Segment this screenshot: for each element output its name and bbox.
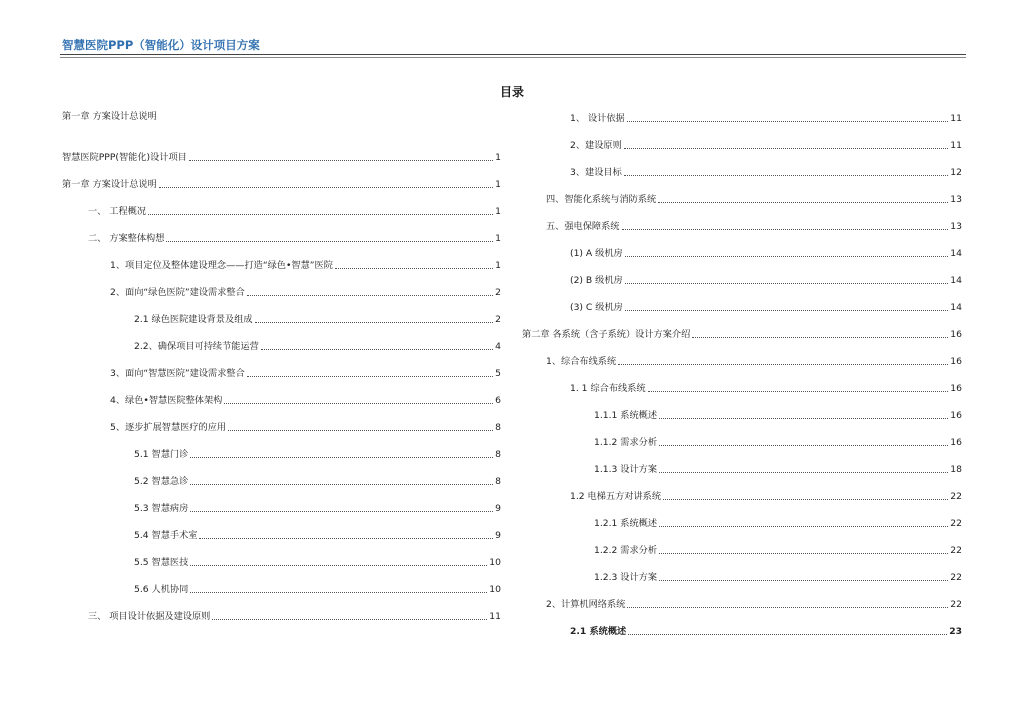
toc-entry[interactable] bbox=[570, 140, 962, 152]
toc-entry-text: (1) A 级机房 bbox=[570, 248, 623, 259]
toc-entry-page: 9 bbox=[495, 503, 501, 514]
toc-entry-page: 1 bbox=[495, 233, 501, 244]
toc-entry-text: 2、计算机网络系统 bbox=[546, 599, 626, 610]
toc-leader-dots bbox=[622, 229, 949, 230]
toc-entry-page: 1 bbox=[495, 152, 501, 163]
toc-entry-page: 16 bbox=[950, 383, 962, 394]
toc-entry-page: 9 bbox=[495, 530, 501, 541]
toc-entry-text: 1.2.3 设计方案 bbox=[594, 572, 658, 583]
toc-entry[interactable] bbox=[88, 233, 501, 245]
toc-entry-page: 16 bbox=[950, 329, 962, 340]
toc-entry[interactable] bbox=[570, 167, 962, 179]
toc-leader-dots bbox=[659, 526, 948, 527]
toc-entry[interactable] bbox=[594, 410, 962, 422]
toc-entry[interactable] bbox=[134, 584, 501, 596]
toc-entry-page: 1 bbox=[495, 179, 501, 190]
toc-entry[interactable] bbox=[594, 464, 962, 476]
toc-entry[interactable] bbox=[110, 287, 501, 299]
toc-entry-page: 5 bbox=[495, 368, 501, 379]
toc-entry[interactable] bbox=[88, 206, 501, 218]
toc-leader-dots bbox=[659, 553, 948, 554]
toc-entry-page: 12 bbox=[950, 167, 962, 178]
toc-entry-text: 1.1.2 需求分析 bbox=[594, 437, 658, 448]
toc-leader-dots bbox=[648, 391, 949, 392]
toc-leader-dots bbox=[659, 418, 948, 419]
toc-leader-dots bbox=[199, 538, 493, 539]
toc-entry[interactable] bbox=[110, 422, 501, 434]
toc-entry-text: 1.2.1 系统概述 bbox=[594, 518, 658, 529]
toc-entry[interactable] bbox=[594, 518, 962, 530]
toc-leader-dots bbox=[627, 121, 949, 122]
toc-leader-dots bbox=[624, 148, 949, 149]
toc-entry-text: 2、建设原则 bbox=[570, 140, 622, 151]
toc-entry-page: 14 bbox=[950, 275, 962, 286]
toc-entry-text: 5、逐步扩展智慧医疗的应用 bbox=[110, 422, 227, 433]
toc-entry-text: 5.1 智慧门诊 bbox=[134, 449, 189, 460]
toc-entry-page: 11 bbox=[489, 611, 501, 622]
toc-leader-dots bbox=[627, 607, 948, 608]
toc-leader-dots bbox=[659, 445, 948, 446]
toc-entry-page: 22 bbox=[950, 572, 962, 583]
toc-entry-page: 1 bbox=[495, 260, 501, 271]
toc-leader-dots bbox=[190, 457, 493, 458]
toc-entry[interactable] bbox=[570, 491, 962, 503]
toc-entry-text: 二、 方案整体构想 bbox=[88, 233, 165, 244]
toc-entry[interactable] bbox=[594, 545, 962, 557]
toc-entry-page: 14 bbox=[950, 302, 962, 313]
toc-entry[interactable] bbox=[110, 260, 501, 272]
toc-entry-text: 5.3 智慧病房 bbox=[134, 503, 189, 514]
toc-leader-dots bbox=[190, 565, 487, 566]
toc-entry-text: 5.2 智慧急诊 bbox=[134, 476, 189, 487]
toc-leader-dots bbox=[224, 403, 493, 404]
toc-leader-dots bbox=[628, 634, 947, 635]
toc-entry[interactable] bbox=[88, 611, 501, 623]
toc-leader-dots bbox=[159, 187, 493, 188]
toc-leader-dots bbox=[190, 511, 493, 512]
toc-entry[interactable] bbox=[62, 152, 501, 164]
toc-leader-dots bbox=[692, 337, 948, 338]
toc-entry[interactable] bbox=[546, 599, 962, 611]
toc-leader-dots bbox=[625, 283, 949, 284]
toc-entry-text: 1、项目定位及整体建设理念——打造“绿色•智慧”医院 bbox=[110, 260, 333, 271]
toc-entry-page: 10 bbox=[489, 584, 501, 595]
toc-leader-dots bbox=[190, 592, 487, 593]
toc-entry[interactable] bbox=[594, 437, 962, 449]
toc-entry-text: 2.1 绿色医院建设背景及组成 bbox=[134, 314, 253, 325]
toc-leader-dots bbox=[189, 160, 493, 161]
toc-entry-page: 18 bbox=[950, 464, 962, 475]
toc-entry[interactable] bbox=[546, 356, 962, 368]
toc-entry-page: 8 bbox=[495, 449, 501, 460]
header-rule bbox=[60, 54, 966, 55]
toc-leader-dots bbox=[247, 376, 493, 377]
toc-entry[interactable] bbox=[570, 275, 962, 287]
toc-entry-page: 22 bbox=[950, 491, 962, 502]
toc-entry-page: 14 bbox=[950, 248, 962, 259]
toc-entry[interactable] bbox=[134, 557, 501, 569]
toc-entry-text: 1、 设计依据 bbox=[570, 113, 625, 124]
toc-entry-text: (2) B 级机房 bbox=[570, 275, 623, 286]
toc-entry-text: 第二章 各系统（含子系统）设计方案介绍 bbox=[522, 329, 691, 340]
toc-entry-text: 1.2 电梯五方对讲系统 bbox=[570, 491, 662, 502]
toc-entry-page: 16 bbox=[950, 356, 962, 367]
toc-entry-page: 1 bbox=[495, 206, 501, 217]
toc-entry-page: 2 bbox=[495, 314, 501, 325]
toc-leader-dots bbox=[658, 202, 948, 203]
toc-leader-dots bbox=[148, 214, 493, 215]
toc-entry-text: 五、强电保障系统 bbox=[546, 221, 620, 232]
toc-entry-text: 第一章 方案设计总说明 bbox=[62, 179, 157, 190]
toc-entry-text: (3) C 级机房 bbox=[570, 302, 623, 313]
toc-entry-text: 2.2、确保项目可持续节能运营 bbox=[134, 341, 259, 352]
toc-entry-page: 6 bbox=[495, 395, 501, 406]
toc-entry-text: 2、面向“绿色医院”建设需求整合 bbox=[110, 287, 245, 298]
toc-entry-page: 8 bbox=[495, 422, 501, 433]
toc-leader-dots bbox=[212, 619, 487, 620]
toc-entry-text: 3、面向“智慧医院”建设需求整合 bbox=[110, 368, 245, 379]
toc-entry-page: 22 bbox=[950, 599, 962, 610]
toc-leader-dots bbox=[261, 349, 493, 350]
toc-entry-text: 1. 1 综合布线系统 bbox=[570, 383, 646, 394]
toc-entry-text: 4、绿色•智慧医院整体架构 bbox=[110, 395, 223, 406]
toc-entry-text: 5.4 智慧手术室 bbox=[134, 530, 198, 541]
toc-entry-text: 四、智能化系统与消防系统 bbox=[546, 194, 657, 205]
toc-leader-dots bbox=[625, 256, 949, 257]
toc-entry-page: 2 bbox=[495, 287, 501, 298]
toc-leader-dots bbox=[255, 322, 494, 323]
toc-entry-text: 3、建设目标 bbox=[570, 167, 622, 178]
document-header-title: 智慧医院PPP（智能化）设计项目方案 bbox=[62, 38, 260, 52]
toc-entry[interactable] bbox=[134, 314, 501, 326]
toc-entry-page: 11 bbox=[950, 140, 962, 151]
toc-entry[interactable] bbox=[546, 194, 962, 206]
toc-entry[interactable] bbox=[134, 530, 501, 542]
toc-entry-text: 5.5 智慧医技 bbox=[134, 557, 189, 568]
toc-entry-page: 23 bbox=[949, 626, 962, 637]
toc-entry[interactable] bbox=[594, 572, 962, 584]
toc-entry-text: 1.1.3 设计方案 bbox=[594, 464, 658, 475]
toc-entry[interactable] bbox=[134, 476, 501, 488]
toc-leader-dots bbox=[247, 295, 493, 296]
toc-leader-dots bbox=[335, 268, 493, 269]
toc-entry[interactable] bbox=[570, 302, 962, 314]
toc-entry[interactable] bbox=[134, 503, 501, 515]
toc-entry-text: 三、 项目设计依据及建设原则 bbox=[88, 611, 211, 622]
toc-entry-text: 2.1 系统概述 bbox=[570, 626, 627, 637]
toc-leader-dots bbox=[625, 310, 948, 311]
toc-leader-dots bbox=[659, 472, 948, 473]
toc-entry[interactable] bbox=[570, 248, 962, 260]
toc-entry-text: 1.2.2 需求分析 bbox=[594, 545, 658, 556]
toc-entry-page: 13 bbox=[950, 221, 962, 232]
toc-entry[interactable] bbox=[110, 368, 501, 380]
toc-entry[interactable] bbox=[570, 113, 962, 125]
toc-entry-text: 1、综合布线系统 bbox=[546, 356, 617, 367]
toc-leader-dots bbox=[659, 580, 948, 581]
toc-entry-page: 22 bbox=[950, 545, 962, 556]
toc-entry-text: 一、 工程概况 bbox=[88, 206, 147, 217]
toc-leader-dots bbox=[663, 499, 948, 500]
toc-entry[interactable] bbox=[570, 383, 962, 395]
toc-entry[interactable] bbox=[570, 626, 962, 638]
toc-entry[interactable] bbox=[134, 341, 501, 353]
toc-heading: 目录 bbox=[499, 85, 524, 99]
toc-entry[interactable] bbox=[62, 179, 501, 191]
toc-entry-page: 22 bbox=[950, 518, 962, 529]
toc-entry-text: 5.6 人机协同 bbox=[134, 584, 189, 595]
toc-entry-page: 8 bbox=[495, 476, 501, 487]
toc-entry-text: 智慧医院PPP(智能化)设计项目 bbox=[62, 152, 187, 163]
toc-entry-page: 13 bbox=[950, 194, 962, 205]
header-rule-thin bbox=[60, 57, 966, 58]
toc-leader-dots bbox=[618, 364, 948, 365]
toc-leader-dots bbox=[228, 430, 493, 431]
toc-entry-page: 16 bbox=[950, 410, 962, 421]
toc-entry-page: 16 bbox=[950, 437, 962, 448]
toc-left-intro: 第一章 方案设计总说明 bbox=[62, 111, 157, 122]
toc-entry[interactable] bbox=[134, 449, 501, 461]
toc-entry[interactable] bbox=[522, 329, 962, 341]
toc-entry-page: 4 bbox=[495, 341, 501, 352]
toc-leader-dots bbox=[624, 175, 949, 176]
toc-entry[interactable] bbox=[110, 395, 501, 407]
toc-leader-dots bbox=[190, 484, 493, 485]
toc-entry-page: 11 bbox=[950, 113, 962, 124]
toc-entry-text: 1.1.1 系统概述 bbox=[594, 410, 658, 421]
toc-entry-page: 10 bbox=[489, 557, 501, 568]
toc-entry[interactable] bbox=[546, 221, 962, 233]
toc-leader-dots bbox=[166, 241, 493, 242]
